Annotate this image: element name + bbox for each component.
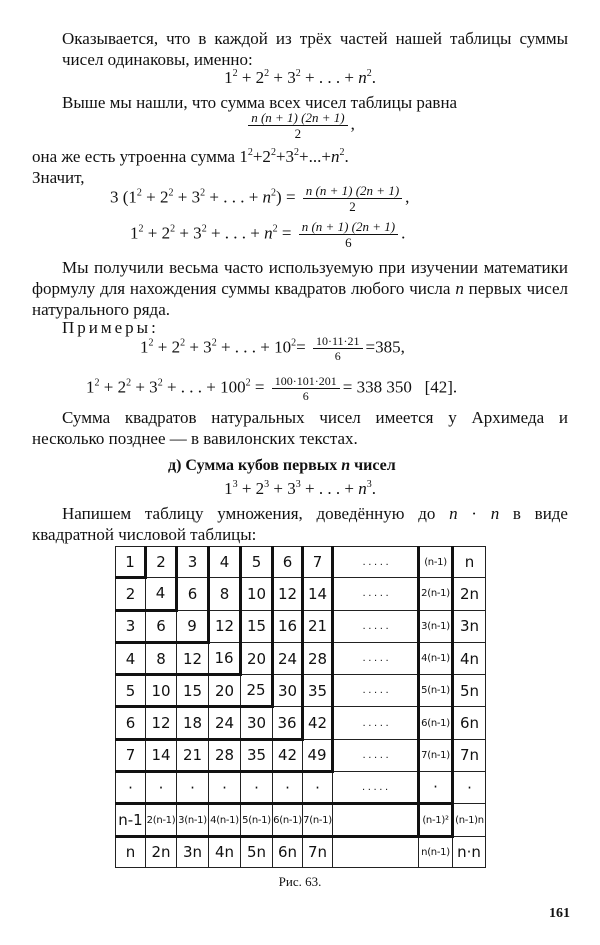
table-cell: 4 [116,642,146,674]
table-cell: 6(n-1) [273,804,303,836]
table-cell: n-1 [116,804,146,836]
table-cell: 3n [453,610,486,642]
table-cell: 49 [303,739,333,771]
equation-sum-cubes: $1^3 + 2^3 + 3^3$ + . . . + $n^3$. [224,479,376,498]
table-cell: 35 [303,675,333,707]
table-cell: 24 [209,707,241,739]
table-cell: 2(n-1) [146,804,177,836]
equation-sum-squares-formula: $1^2 + 2^2 + 3^2$ + . . . + $n^2$ = $\frac{n (n + 1) (2n + 1)}{6}$ . [130,219,406,250]
table-cell: · [273,772,303,804]
table-cell: 15 [241,610,273,642]
table-cell: 12 [146,707,177,739]
table-cell: 4n [453,642,486,674]
table-cell: 2 [116,578,146,610]
multiplication-table [115,546,486,868]
table-cell: 6 [273,547,303,578]
table-cell: 5 [241,547,273,578]
table-cell: 10 [146,675,177,707]
equation-triple-sum: 3 ($1^2 + 2^2 + 3^2$ + . . . + $n^2$) = $\frac{n (n + 1) (2n + 1)}{2}$ , [110,183,410,214]
table-cell: 2 [146,547,177,578]
table-cell: 3n [177,836,209,867]
table-row [116,578,486,610]
table-cell: · [146,772,177,804]
table-cell: 7n [453,739,486,771]
table-cell: (n-1)² [419,804,453,836]
table-cell: 7 [116,739,146,771]
table-row [116,804,486,836]
example-1: $1^2 + 2^2 + 3^2$ + . . . + $10^2=$ $\frac{10\cdot 11\cdot 21}{6}$ =385, [140,334,405,363]
table-cell: 14 [303,578,333,610]
table-cell: n·n [453,836,486,867]
table-cell: 1 [116,547,146,578]
table-cell: 28 [209,739,241,771]
table-cell: . . . . . [333,578,419,610]
table-row [116,772,486,804]
table-cell: 4(n-1) [209,804,241,836]
table-cell: 12 [273,578,303,610]
table-cell: (n-1)n [453,804,486,836]
table-cell: 7n [303,836,333,867]
table-cell: · [453,772,486,804]
table-cell: . . . . . [333,675,419,707]
table-cell: . . . . . [333,707,419,739]
table-cell: 30 [241,707,273,739]
table-cell: 12 [177,642,209,674]
table-cell: 5(n-1) [419,675,453,707]
table-cell: · [419,772,453,804]
table-cell: 25 [241,675,273,707]
table-row [116,675,486,707]
paragraph-archimedes: Сумма квадратов натуральных чисел имеется у Архимеда и несколько позднее — в вавилонских текстах. [32,408,568,448]
paragraph-formula-note: Мы получили весьма часто используемую при изучении математики формулу для нахождения суммы квадратов любого числа n первых чисел натурального ряда. [32,258,569,319]
table-cell: 2n [146,836,177,867]
section-heading: д) Сумма кубов первых n чисел [168,457,396,474]
table-cell: . . . . . [333,610,419,642]
paragraph-total-sum: Выше мы нашли, что сумма всех чисел таблицы равна [62,93,458,112]
table-row [116,610,486,642]
table-cell: . . . . . [333,547,419,578]
table-cell [333,804,419,836]
table-cell: 8 [209,578,241,610]
table-cell: . . . . . [333,772,419,804]
table-cell: 8 [146,642,177,674]
table-cell: 21 [303,610,333,642]
table-cell: 14 [146,739,177,771]
paragraph-tripled-sum: она же есть утроенна сумма $1^2+2^2+3^2+...+n^2$. [32,147,349,166]
table-cell: 7(n-1) [419,739,453,771]
table-cell: 42 [303,707,333,739]
table-cell: 24 [273,642,303,674]
table-cell: n(n-1) [419,836,453,867]
table-cell: 20 [209,675,241,707]
table-cell: (n-1) [419,547,453,578]
table-cell: n [116,836,146,867]
table-cell: 4 [209,547,241,578]
table-cell: 6 [116,707,146,739]
table-cell: 6(n-1) [419,707,453,739]
table-cell: 4 [146,578,177,610]
page-number: 161 [549,906,570,921]
paragraph-parts-equal: Оказывается, что в каждой из трёх частей нашей таблицы суммы чисел одинаковы, именно: [62,29,568,69]
table-row [116,836,486,867]
table-cell: 7(n-1) [303,804,333,836]
table-cell: . . . . . [333,642,419,674]
table-cell: 5 [116,675,146,707]
table-cell: 16 [209,642,241,674]
examples-label: Примеры: [62,318,159,337]
table-cell: 5(n-1) [241,804,273,836]
paragraph-multiplication-table: Напишем таблицу умножения, доведённую до n · n в виде квадратной числовой таблицы: [32,504,568,544]
paragraph-therefore: Значит, [32,168,85,187]
table-cell: 4(n-1) [419,642,453,674]
table-cell: n [453,547,486,578]
table-cell: · [209,772,241,804]
figure-caption: Рис. 63. [278,874,322,889]
table-cell: 9 [177,610,209,642]
table-cell: 16 [273,610,303,642]
table-cell: 6 [146,610,177,642]
table-cell: · [116,772,146,804]
table-cell: · [241,772,273,804]
table-cell: 20 [241,642,273,674]
table-cell: 28 [303,642,333,674]
table-cell: 18 [177,707,209,739]
table-cell: . . . . . [333,739,419,771]
table-cell: 36 [273,707,303,739]
table-cell: 15 [177,675,209,707]
table-cell: 3 [177,547,209,578]
table-cell: · [177,772,209,804]
table-row [116,739,486,771]
example-2: $1^2 + 2^2 + 3^2$ + . . . + $100^2$ = $\frac{100\cdot 101\cdot 201}{6}$ = 338 350 [42]. [86,374,458,403]
table-row [116,642,486,674]
table-cell: 3(n-1) [177,804,209,836]
table-cell: 10 [241,578,273,610]
table-cell: 3 [116,610,146,642]
table-row [116,547,486,578]
table-cell: 6n [273,836,303,867]
table-cell: 21 [177,739,209,771]
table-cell: 2n [453,578,486,610]
table-cell: 30 [273,675,303,707]
equation-total-fraction: $\frac{n (n + 1) (2n + 1)}{2}$ , [0,110,600,141]
table-cell: 42 [273,739,303,771]
table-cell [333,836,419,867]
table-cell: 5n [241,836,273,867]
equation-sum-squares: $1^2 + 2^2 + 3^2$ + . . . + $n^2$. [224,68,376,87]
table-cell: 4n [209,836,241,867]
table-cell: 6 [177,578,209,610]
table-cell: 6n [453,707,486,739]
table-cell: 5n [453,675,486,707]
table-cell: · [303,772,333,804]
table-cell: 3(n-1) [419,610,453,642]
table-cell: 7 [303,547,333,578]
table-cell: 12 [209,610,241,642]
table-row [116,707,486,739]
table-cell: 2(n-1) [419,578,453,610]
table-cell: 35 [241,739,273,771]
